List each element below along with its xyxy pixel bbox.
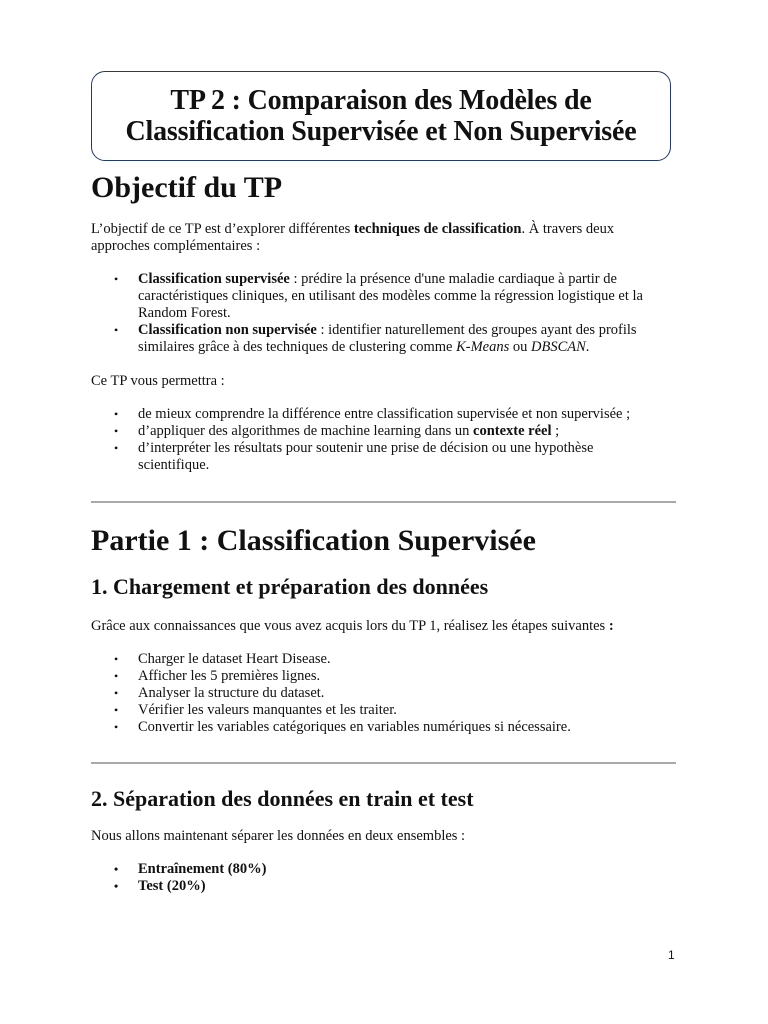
approaches-list [91,271,661,356]
goals-list [91,406,661,474]
list-item: • Convertir les variables catégoriques en variables numériques si nécessaire. [138,719,661,736]
list-item: • Charger le dataset Heart Disease. [138,651,661,668]
section-1-intro [91,618,666,635]
list-item [138,271,661,322]
list-item: • Afficher les 5 premières lignes. [138,668,661,685]
list-item [138,423,661,440]
document-title-line-2: Classification Supervisée et Non Supervisée [125,116,637,147]
section-1-intro-colon: : [608,618,614,634]
list-item: • Analyser la structure du dataset. [138,685,661,702]
list-item: • de mieux comprendre la différence entre classification supervisée et non supervisée ; [138,406,661,423]
list-item: • Entraînement (80%) [138,861,661,878]
steps-list [91,651,661,736]
approach-supervised-label: Classification supervisée [138,271,290,287]
section-divider-2 [91,762,676,764]
list-item [138,322,661,356]
list-item: • d’interpréter les résultats pour soutenir une prise de décision ou une hypothèse scientifique. [138,440,661,474]
approach-unsupervised-end: . [585,339,590,355]
permettra-text: Ce TP vous permettra : [91,373,225,389]
approach-supervised-text: : prédire la présence d'une maladie cardiaque à partir de caractéristiques cliniques, en utilisant des modèles comme la régression logistique et la Random Forest. [138,271,643,321]
list-item: • Test (20%) [138,878,661,895]
sets-list [91,861,661,895]
section-2-intro: Nous allons maintenant séparer les données en deux ensembles : [91,828,466,844]
heading-partie-1: Partie 1 : Classification Supervisée [91,524,536,557]
kmeans-term: K-Means [456,339,510,355]
section-1-intro-text: Grâce aux connaissances que vous avez acquis lors du TP 1, réalisez les étapes suivantes [91,618,609,634]
document-title-line-1: TP 2 : Comparaison des Modèles de [170,85,592,116]
document-title-box [91,71,671,161]
approach-unsupervised-text: : identifier naturellement des groupes ayant des profils similaires grâce à des techniques de clustering comme [138,322,637,355]
list-item: • Vérifier les valeurs manquantes et les traiter. [138,702,661,719]
page-number: 1 [668,948,675,962]
heading-section-1: 1. Chargement et préparation des données [91,574,489,599]
objectif-intro-text-a: L’objectif de ce TP est d’explorer différentes [91,221,354,237]
goal-2-pre: d’appliquer des algorithmes de machine learning dans un [138,423,474,439]
goal-2-bold: contexte réel [473,423,552,439]
objectif-intro-bold: techniques de classification [353,221,522,237]
objectif-intro-text-c: . À travers deux approches complémentaires : [91,221,615,254]
heading-section-2: 2. Séparation des données en train et test [91,786,474,811]
objectif-intro [91,221,666,255]
goal-2-post: ; [551,423,560,439]
approach-unsupervised-mid: ou [509,339,532,355]
section-divider-1 [91,501,676,503]
heading-objectif: Objectif du TP [91,171,283,204]
approach-unsupervised-label: Classification non supervisée [138,322,317,338]
dbscan-term: DBSCAN [531,339,586,355]
